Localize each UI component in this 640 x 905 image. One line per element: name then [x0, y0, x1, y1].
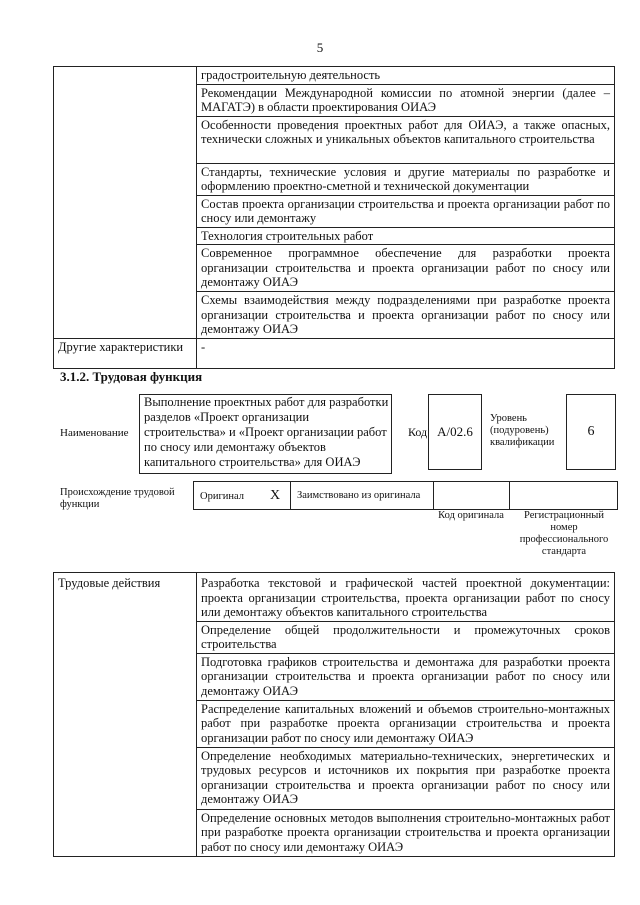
original-label: Оригинал: [200, 491, 244, 502]
table-row: Определение общей продолжительности и промежуточных сроков строительства: [197, 621, 615, 653]
table-row: Рекомендации Международной комиссии по атомной энергии (далее – МАГАТЭ) в области проектирования ОИАЭ: [197, 84, 615, 116]
table-row: Схемы взаимодействия между подразделениями при разработке проекта организации строительства и проекта организации работ по сносу или демонтажу ОИАЭ: [197, 292, 615, 339]
table-row: Технология строительных работ: [197, 227, 615, 245]
reg-number-label: Регистрационный номер профессионального стандарта: [519, 510, 609, 557]
empty-label-cell: [54, 67, 197, 339]
table-row: Определение необходимых материально-технических, энергетических и трудовых ресурсов и источников их покрытия при разработке проекта организации строительства и проекта организации работ по сносу или демонтажу ОИАЭ: [197, 747, 615, 809]
code-label: Код: [408, 425, 428, 439]
other-characteristics-value: -: [197, 339, 615, 369]
name-label: Наименование: [60, 427, 129, 439]
table-row: градостроительную деятельность: [197, 67, 615, 85]
page-number: 5: [316, 40, 324, 55]
knowledge-table: [53, 66, 615, 369]
table-row: Разработка текстовой и графической частей проектной документации: проекта организации строительства, проекта организации работ по сносу или демонтажу объектов капитального строительства: [197, 573, 615, 622]
original-mark: Х: [270, 488, 281, 503]
table-row: Определение основных методов выполнения строительно-монтажных работ при разработке проекта организации строительства и проекта организации работ по сносу или демонтажу ОИАЭ: [197, 809, 615, 856]
table-row: Состав проекта организации строительства и проекта организации работ по сносу или демонтажу: [197, 195, 615, 227]
level-label: Уровень (подуровень) квалификации: [490, 413, 555, 448]
table-row: Современное программное обеспечение для разработки проекта организации строительства и проекта организации работ по сносу или демонтажу ОИАЭ: [197, 245, 615, 292]
other-characteristics-label: Другие характеристики: [54, 339, 197, 369]
borrowed-label: Заимствовано из оригинала: [297, 490, 421, 501]
actions-table: [53, 572, 615, 857]
level-value: 6: [587, 424, 595, 439]
table-row: Распределение капитальных вложений и объемов строительно-монтажных работ при разработке проекта организации строительства и проекта организации работ по сносу или демонтажу ОИАЭ: [197, 700, 615, 747]
origin-label: Происхождение трудовой функции: [60, 487, 175, 510]
code-value: А/02.6: [437, 424, 473, 439]
function-name: Выполнение проектных работ для разработки разделов «Проект организации строительства» и «Проект организации работ по сносу или демонтажу объектов капитального строительства» для ОИАЭ: [144, 395, 389, 469]
table-row: Стандарты, технические условия и другие материалы по разработке и оформлению проектно-сметной и технической документации: [197, 163, 615, 195]
table-row: Особенности проведения проектных работ для ОИАЭ, а также опасных, технически сложных и уникальных объектов капитального строительства: [197, 116, 615, 163]
table-row: Подготовка графиков строительства и демонтажа для разработки проекта организации строительства и проекта организации работ по сносу или демонтажу ОИАЭ: [197, 653, 615, 700]
origin-code-label: Код оригинала: [438, 510, 504, 521]
section-title: 3.1.2. Трудовая функция: [60, 369, 203, 384]
actions-label: Трудовые действия: [54, 573, 197, 857]
